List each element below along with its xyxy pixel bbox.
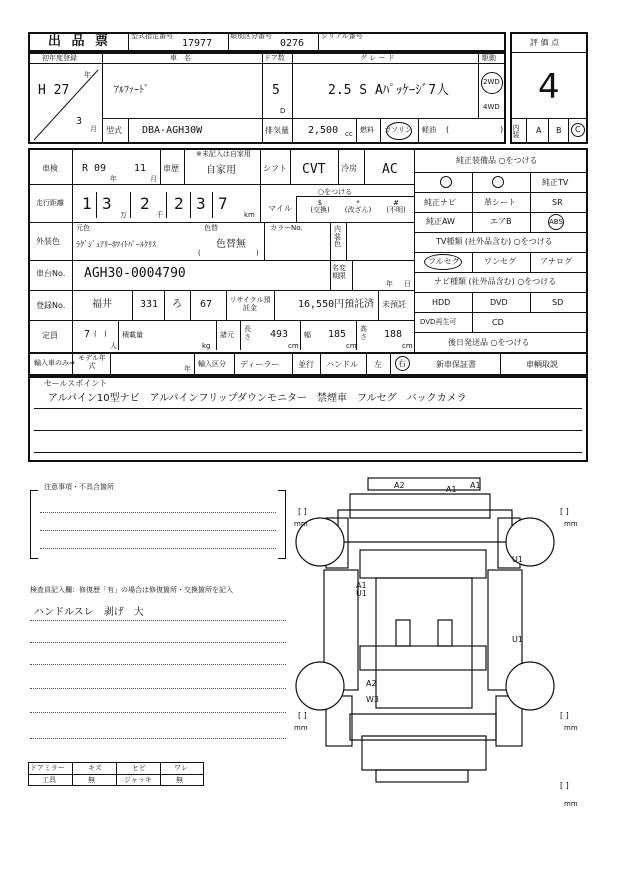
mileage-digit-3: 2 [140,194,150,213]
sales-block [28,376,588,462]
cooling: AC [382,162,398,177]
reg-class: 331 [140,299,159,310]
mileage-digit-4: 2 [174,194,184,213]
inspector-note: ハンドルスレ 剥げ 大 [34,607,144,618]
sr-placeholder-circle [440,176,452,188]
bracket-rear: [ ] [560,781,569,790]
first-reg-month: 3 [76,116,83,127]
mark-a1-left: A1 [356,581,367,590]
mm-label-5: mm [564,800,578,808]
reg-area: 福井 [92,299,112,310]
score-value: 4 [538,67,560,107]
width: 185 [328,329,347,340]
vehicle-history: 自家用 [206,165,236,176]
bracket-rear-left: [ ] [298,711,307,720]
bracket-front-right: [ ] [560,507,569,516]
mm-label-1: mm [294,520,308,528]
vin-number: AGH30-0004790 [84,266,186,281]
class-number: 0276 [280,38,305,49]
height: 188 [384,329,403,340]
shift-type: CVT [302,162,326,177]
grade: 2.5 S Aﾊﾟｯｹｰｼﾞ7人 [328,83,450,98]
bracket-front-left: [ ] [298,507,307,516]
tv-placeholder-circle [492,176,504,188]
mark-w3-rear: W3 [366,695,379,704]
displacement: 2,500 [308,125,339,136]
mileage-digit-5: 3 [196,194,206,213]
mark-a2-front: A2 [394,481,405,490]
door-count: 5 [272,83,280,98]
mark-u1-left: U1 [356,589,367,598]
original-color: ﾗｸﾞｼﾞｭｱﾘｰﾎﾜｲﾄﾊﾟｰﾙｸﾘｽ [76,240,156,249]
car-name: ｱﾙﾌｧｰﾄﾞ [114,85,149,96]
bracket-rear-right: [ ] [560,711,569,720]
form-number: 17977 [182,38,213,49]
form-title: 出 品 票 [48,34,112,49]
car-diagram [290,470,590,815]
mileage-digit-6: 7 [218,194,228,213]
mm-label-3: mm [294,724,308,732]
inspection-date: R 09 [82,163,107,174]
mark-u1-right: U1 [512,555,523,564]
mark-u1-right-rear: U1 [512,635,523,644]
capacity: 7 [84,329,91,340]
sales-points-text: アルパイン10型ナビ アルパインフリップダウンモニター 禁煙車 フルセグ バックカメラ [48,393,467,404]
length: 493 [270,329,289,340]
recycle-deposit: 16,550円預託済 [298,299,375,310]
mark-a2-rear: A2 [366,679,377,688]
mm-label-4: mm [564,724,578,732]
reg-kana: ろ [172,299,182,310]
mark-a1-front-1: A1 [446,485,457,494]
mm-label-2: mm [564,520,578,528]
mileage-digit-2: 3 [102,194,112,213]
repaint-status: 色替無 [216,239,246,250]
mark-a1-front-2: A1 [470,481,481,490]
first-reg-era: H 27 [38,83,70,98]
reg-number: 67 [200,299,213,310]
mileage-digit-1: 1 [82,194,92,213]
model-code: DBA-AGH30W [142,125,203,136]
